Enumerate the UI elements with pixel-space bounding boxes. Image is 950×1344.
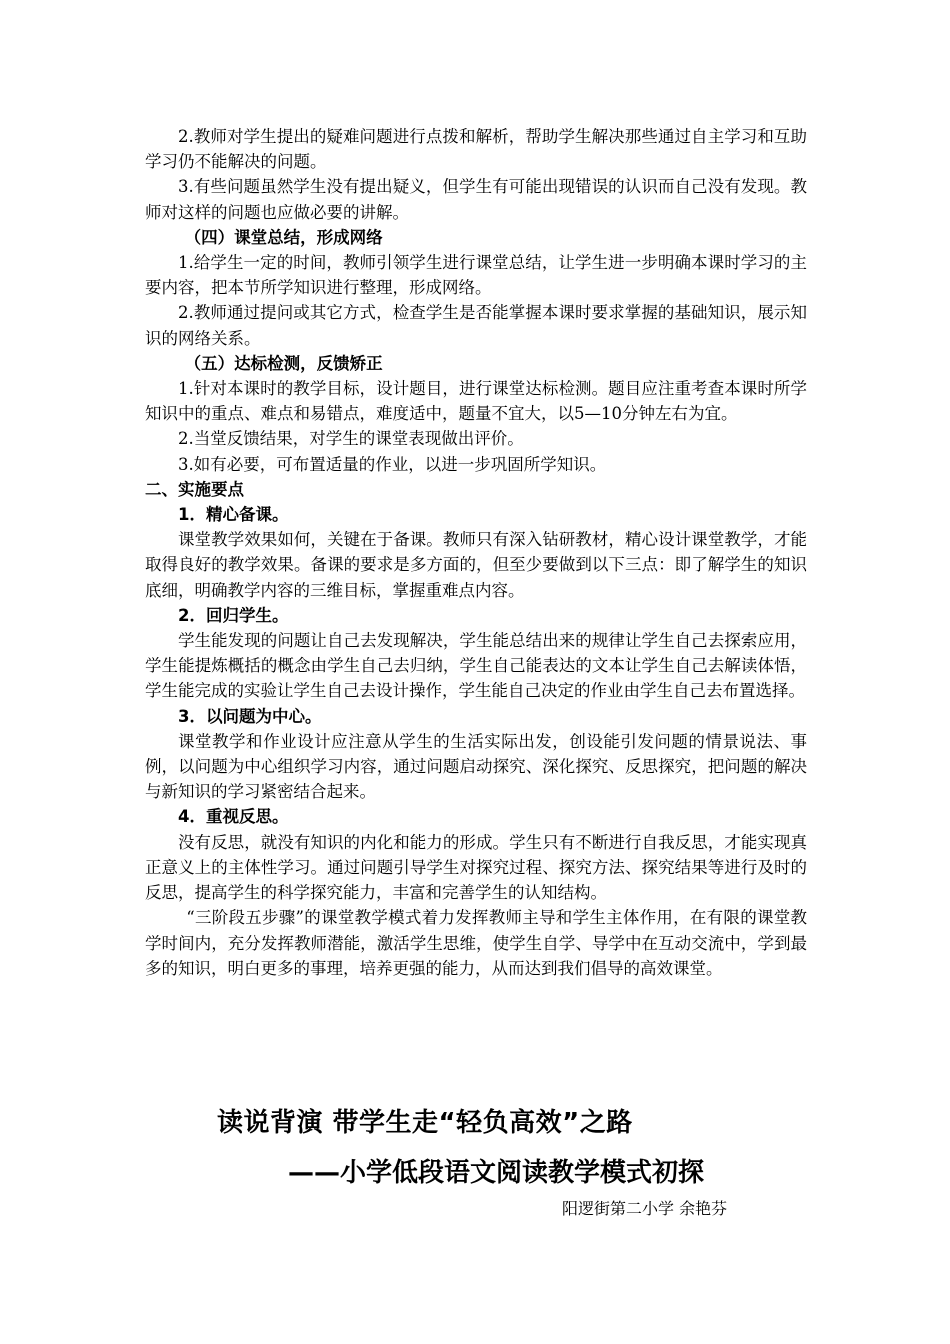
paragraph: 3.如有必要，可布置适量的作业，以进一步巩固所学知识。 bbox=[178, 454, 607, 474]
paragraph: 3.有些问题虽然学生没有提出疑义，但学生有可能出现错误的认识而自己没有发现。教师对这样的问题也应做必要的讲解。 bbox=[145, 177, 807, 222]
body-text bbox=[145, 124, 807, 981]
section-heading: （四）课堂总结，形成网络 bbox=[184, 227, 383, 247]
paragraph: 2.教师通过提问或其它方式，检查学生是否能掌握本课时要求掌握的基础知识，展示知识的网络关系。 bbox=[145, 303, 807, 348]
article-author: 阳逻街第二小学 余艳芬 bbox=[562, 1199, 728, 1218]
section-heading: 2．回归学生。 bbox=[178, 605, 289, 625]
paragraph: 课堂教学和作业设计应注意从学生的生活实际出发，创设能引发问题的情景说法、事例，以问题为中心组织学习内容，通过问题启动探究、深化探究、反思探究，把问题的解决与新知识的学习紧密结合起来。 bbox=[145, 731, 807, 802]
section-heading: 1．精心备课。 bbox=[178, 505, 289, 525]
section-heading: 3．以问题为中心。 bbox=[178, 706, 322, 726]
paragraph: 1.给学生一定的时间，教师引领学生进行课堂总结，让学生进一步明确本课时学习的主要内容，把本节所学知识进行整理，形成网络。 bbox=[145, 253, 807, 298]
paragraph: 课堂教学效果如何，关键在于备课。教师只有深入钻研教材，精心设计课堂教学，才能取得良好的教学效果。备课的要求是多方面的，但至少要做到以下三点：即了解学生的知识底细，明确教学内容的三维目标，掌握重难点内容。 bbox=[145, 530, 807, 600]
paragraph: 没有反思，就没有知识的内化和能力的形成。学生只有不断进行自我反思，才能实现真正意义上的主体性学习。通过问题引导学生对探究过程、探究方法、探究结果等进行及时的反思，提高学生的科学探究能力，丰富和完善学生的认知结构。 bbox=[145, 832, 807, 903]
section-heading: 4．重视反思。 bbox=[178, 807, 289, 827]
paragraph: 2.教师对学生提出的疑难问题进行点拨和解析，帮助学生解决那些通过自主学习和互助学习仍不能解决的问题。 bbox=[145, 127, 807, 172]
paragraph: 2.当堂反馈结果，对学生的课堂表现做出评价。 bbox=[178, 429, 524, 449]
section-heading: 二、实施要点 bbox=[145, 479, 244, 499]
paragraph: “三阶段五步骤”的课堂教学模式着力发挥教师主导和学生主体作用，在有限的课堂教学时间内，充分发挥教师潜能，激活学生思维，使学生自学、导学中在互动交流中，学到最多的知识，明白更多的事理，培养更强的能力，从而达到我们倡导的高效课堂。 bbox=[145, 908, 807, 978]
article-title: 读说背演 带学生走“轻负高效”之路 bbox=[217, 1108, 633, 1138]
article-subtitle: ——小学低段语文阅读教学模式初探 bbox=[288, 1158, 705, 1188]
paragraph: 1.针对本课时的教学目标，设计题目，进行课堂达标检测。题目应注重考查本课时所学知识中的重点、难点和易错点，难度适中，题量不宜大，以5—10分钟左右为宜。 bbox=[145, 379, 807, 424]
paragraph: 学生能发现的问题让自己去发现解决，学生能总结出来的规律让学生自己去探索应用，学生能提炼概括的概念由学生自己去归纳，学生自己能表达的文本让学生自己去解读体悟，学生能完成的实验让学生自己去设计操作，学生能自己决定的作业由学生自己去布置选择。 bbox=[145, 631, 807, 701]
section-heading: （五）达标检测，反馈矫正 bbox=[184, 353, 383, 373]
